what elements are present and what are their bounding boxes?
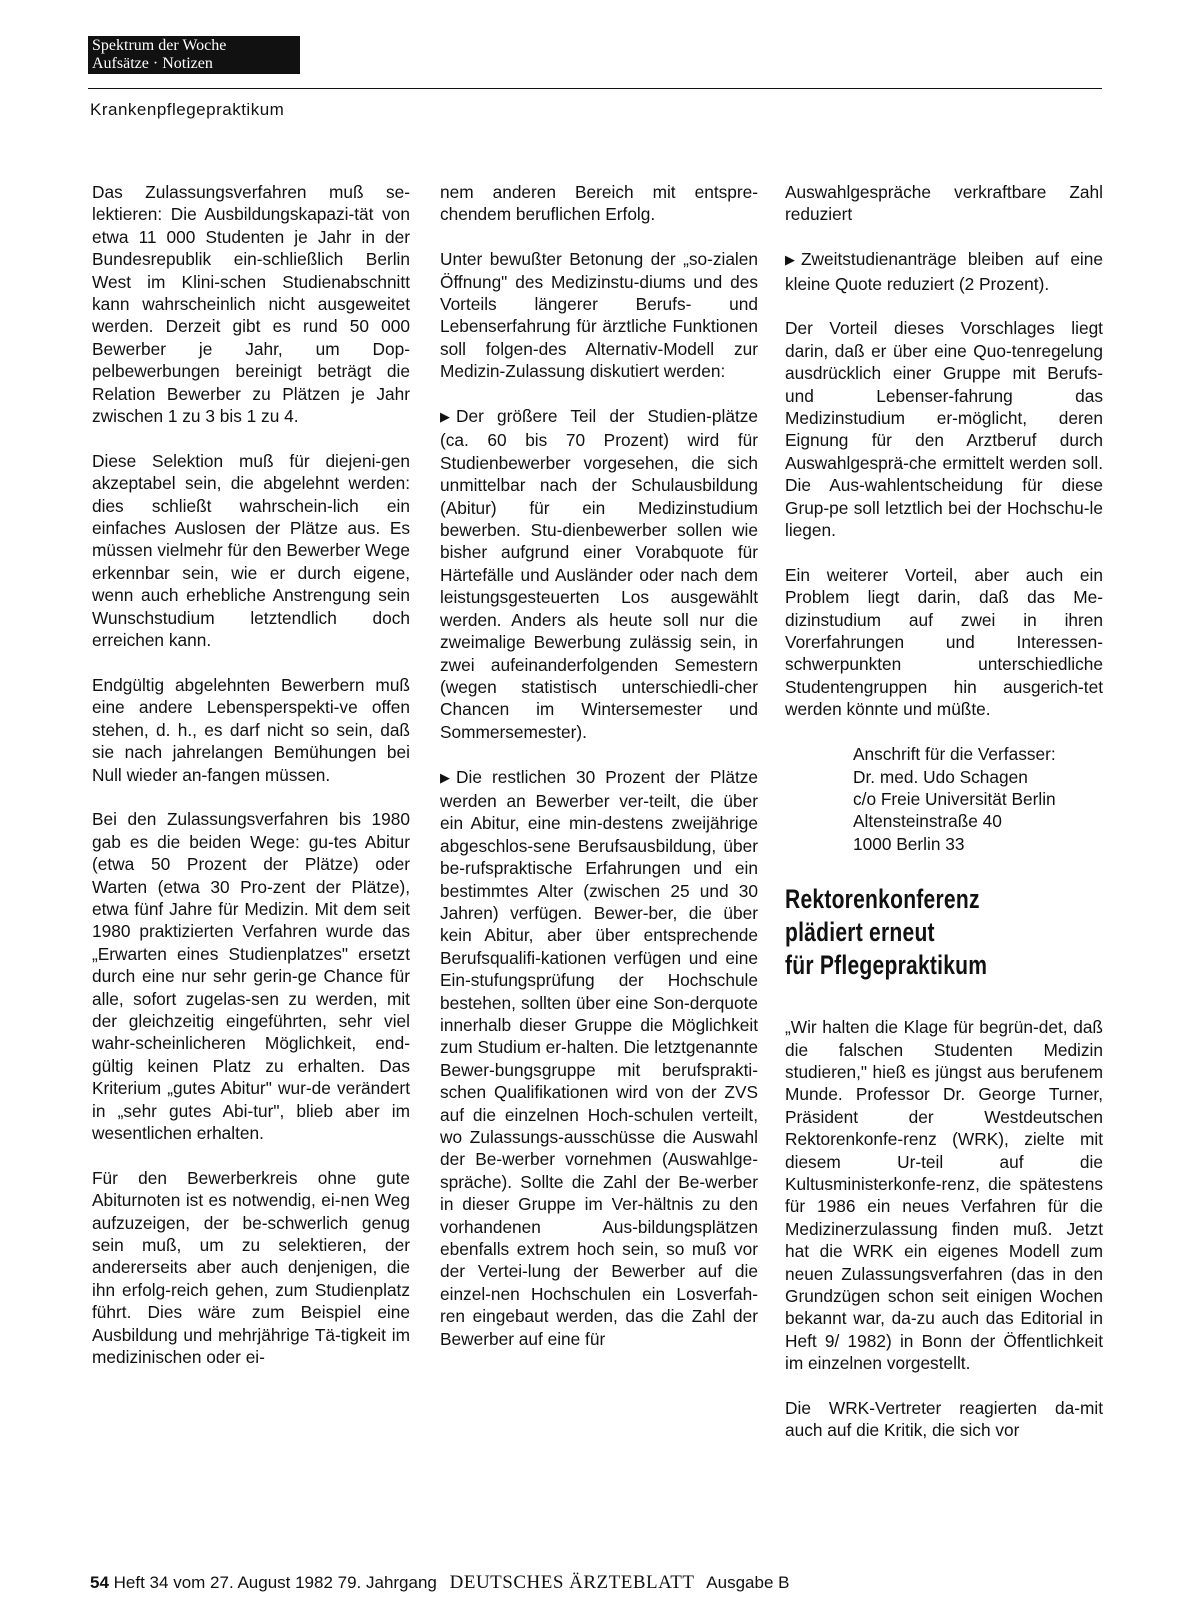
header-rule	[88, 88, 1102, 89]
headline-line: plädiert erneut	[785, 917, 935, 948]
paragraph: Bei den Zulassungsverfahren bis 1980 gab es die beiden Wege: gu-tes Abitur (etwa 50 Prozent der Plätze) oder Warten (etwa 30 Pro-zent der Plätze), etwa fünf Jahre für Medizin. Mit dem seit 1980 praktizierten Verfahren wurde das „Erwarten eines Studienplatzes" ersetzt durch eine nur sehr gerin-ge Chance für alle, sofort zugelas-sen zu werden, mit der gleichzeitig eingeführten, sehr viel wahr-scheinlicheren Möglichkeit, end-gültig keinen Platz zu erhalten. Das Kriterium „gutes Abitur" wur-de verändert in „sehr gutes Abi-tur", blieb aber im wesentlichen erhalten.	[92, 809, 410, 1144]
address-line: Dr. med. Udo Schagen	[853, 766, 1028, 787]
paragraph: „Wir halten die Klage für begrün-det, daß die falschen Studenten Medizin studieren," hieß es jüngst aus berufenem Munde. Professor Dr. George Turner, Präsident der Westdeutschen Rektorenkonfe-renz (WRK), zielte mit diesem Ur-teil auf die Kultusministerkonfe-renz, die spätestens für 1986 ein neues Verfahren für die Medizinerzulassung finden muß. Jetzt hat die WRK ein eigenes Modell zum neuen Zulassungsverfahren (das in den Grundzügen schon seit einigen Wochen bekannt war, da-zu auch das Editorial in Heft 9/ 1982) in Bonn der Öffentlichkeit im einzelnen vorgestellt.	[785, 1017, 1103, 1374]
paragraph: Diese Selektion muß für diejeni-gen akzeptabel sein, die abgelehnt werden: dies schließt wahrschein-lich ein einfaches Auslosen der Plätze aus. Es müssen vielmehr für den Bewerber Wege erkennbar sein, wie er durch eigene, wenn auch erhebliche Anstrengung sein Wunschstudium letztendlich doch erreichen kann.	[92, 450, 410, 651]
bullet-text: Die restlichen 30 Prozent der Plätze werden an Bewerber ver-teilt, die über ein Abitur, eine min-destens zweijährige abgeschlos-sene Berufsausbildung, über be-rufspraktische Erfahrungen und ein bestimmtes Alter (zwischen 25 und 30 Jahren) verfügen. Bewer-ber, die über kein Abitur, aber über entsprechende Berufsqualifi-kationen verfügen und eine Ein-stufungsprüfung der Hochschule bestehen, sollten über eine Son-derquote innerhalb dieser Gruppe die Möglichkeit zum Studium er-halten. Die letztgenannte Bewer-bungsgruppe mit berufsprakti-schen Qualifikationen wird von der ZVS auf die einzelnen Hoch-schulen verteilt, wo Zulassungs-ausschüsse die Auswahl der Be-werber vornehmen (Auswahlge-spräche). Sollte die Zahl der Be-werber in dieser Gruppe im Ver-hältnis zu den vorhandenen Aus-bildungsplätzen ebenfalls extrem hoch sein, so muß vor der Vertei-lung der Bewerber auf die einzel-nen Hochschulen ein Losverfah-ren eingebaut werden, das die Zahl der Bewerber auf eine für	[440, 766, 758, 1349]
page-footer	[90, 1572, 789, 1594]
magazine-name: DEUTSCHES ÄRZTEBLATT	[449, 1572, 695, 1593]
bullet-paragraph	[440, 766, 758, 1351]
headline-line: Rektorenkonferenz	[785, 884, 980, 915]
paragraph: Auswahlgespräche verkraftbare Zahl reduziert	[785, 182, 1103, 225]
triangle-right-icon: ▶	[440, 769, 450, 785]
article-headline	[785, 883, 1107, 982]
headline-line: für Pflegepraktikum	[785, 950, 988, 981]
bullet-paragraph	[785, 248, 1103, 295]
page-number: 54	[90, 1573, 109, 1592]
bullet-text: Zweitstudienanträge bleiben auf eine kleine Quote reduziert (2 Prozent).	[785, 249, 1103, 294]
header-line-2: Aufsätze · Notizen	[92, 55, 213, 72]
address-line: Altensteinstraße 40	[853, 811, 1002, 832]
section-header-box	[88, 36, 300, 74]
paragraph: Das Zulassungsverfahren muß se-lektieren: Die Ausbildungskapazi-tät von etwa 11 000 Studenten je Jahr in der Bundesrepublik ein-schließlich Berlin West im Klini-schen Studienabschnitt kann wahrscheinlich nicht ausgeweitet werden. Derzeit gibt es rund 50 000 Bewerber je Jahr, um Dop-pelbewerbungen bereinigt beträgt die Relation Bewerber zu Plätzen je Jahr zwischen 1 zu 3 bis 1 zu 4.	[92, 182, 410, 427]
paragraph: Unter bewußter Betonung der „so-zialen Öffnung" des Medizinstu-diums und des Vorteils längerer Berufs- und Lebenserfahrung für ärztliche Funktionen soll folgen-des Alternativ-Modell zur Medizin-Zulassung diskutiert werden:	[440, 249, 758, 382]
paragraph: Endgültig abgelehnten Bewerbern muß eine andere Lebensperspekti-ve offen stehen, d. h., es darf nicht so sein, daß sie nach jahrelangen Bemühungen bei Null wieder an-fangen müssen.	[92, 674, 410, 785]
paragraph: Für den Bewerberkreis ohne gute Abiturnoten ist es notwendig, ei-nen Weg aufzuzeigen, der be-schwerlich genug sein muß, um zu selektieren, der andererseits aber auch denjenigen, die ihn erfolg-reich gehen, zum Studienplatz führt. Dies wäre zum Beispiel eine Ausbildung und mehrjährige Tä-tigkeit im medizinischen oder ei-	[92, 1167, 410, 1368]
issue-info: Heft 34 vom 27. August 1982 79. Jahrgang	[113, 1573, 437, 1592]
paragraph: nem anderen Bereich mit entspre-chendem beruflichen Erfolg.	[440, 182, 758, 225]
paragraph: Der Vorteil dieses Vorschlages liegt darin, daß er über eine Quo-tenregelung ausdrücklich einer Gruppe mit Berufs- und Lebenser-fahrung das Medizinstudium er-möglicht, deren Eignung für den Arztberuf durch Auswahlgesprä-che ermittelt werden soll. Die Aus-wahlentscheidung für diese Grup-pe soll letztlich bei der Hochschu-le liegen.	[785, 318, 1103, 541]
bullet-text: Der größere Teil der Studien-plätze (ca. 60 bis 70 Prozent) wird für Studienbewerber vorgesehen, die sich unmittelbar nach der Schulausbildung (Abitur) für ein Medizinstudium bewerben. Stu-dienbewerber sollen wie bisher aufgrund einer Vorabquote für Härtefälle und Ausländer oder nach dem leistungsgesteuerten Los ausgewählt werden. Anders als heute soll nur die zweimalige Bewerbung zulässig sein, in zwei aufeinanderfolgenden Semestern (wegen statistisch unterschiedli-cher Chancen im Wintersemester und Sommersemester).	[440, 406, 758, 742]
triangle-right-icon: ▶	[785, 252, 795, 268]
column-1	[92, 181, 410, 1391]
address-line: c/o Freie Universität Berlin	[853, 788, 1056, 809]
triangle-right-icon: ▶	[440, 409, 450, 425]
address-line: 1000 Berlin 33	[853, 833, 965, 854]
column-3	[785, 181, 1103, 1464]
author-address	[853, 743, 1103, 855]
bullet-paragraph	[440, 405, 758, 743]
section-title: Krankenpflegepraktikum	[90, 100, 285, 119]
paragraph: Die WRK-Vertreter reagierten da-mit auch auf die Kritik, die sich vor	[785, 1398, 1103, 1441]
header-line-1: Spektrum der Woche	[92, 37, 227, 54]
column-2	[440, 181, 758, 1372]
paragraph: Ein weiterer Vorteil, aber auch ein Problem liegt darin, daß das Me-dizinstudium auf zwei in ihren Vorerfahrungen und Interessen-schwerpunkten unterschiedliche Studentengruppen hin ausgerich-tet werden könnte und müßte.	[785, 564, 1103, 720]
edition-label: Ausgabe B	[706, 1573, 790, 1592]
address-line: Anschrift für die Verfasser:	[853, 744, 1056, 765]
